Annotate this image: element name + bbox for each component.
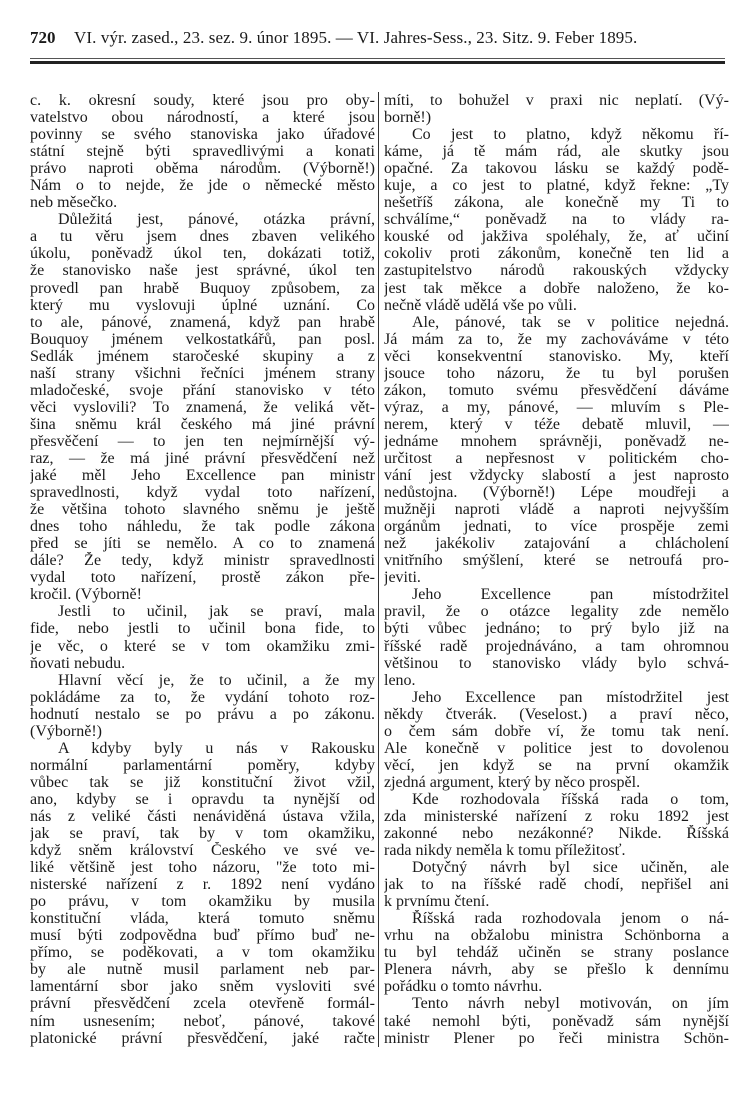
text-line: Tento návrh nebyl motivován, on jím	[412, 995, 729, 1013]
text-line: věci vyslovili? To znamená, že veliká vět-	[30, 398, 375, 416]
text-line: úkolu, poněvadž úkol ten, dokázati totiž,	[30, 245, 375, 263]
text-line: výraz, a my, pánové, — mluvím s Ple-	[384, 398, 729, 416]
left-column	[30, 92, 375, 1047]
text-line: Ale, pánové, tak se v politice nejedná.	[412, 313, 729, 331]
text-line: fide, nebo jestli to učinil bona fide, to	[30, 620, 375, 638]
text-line: A kdyby byly u nás v Rakousku	[58, 739, 375, 757]
text-line: Důležitá jest, pánové, otázka právní,	[58, 211, 375, 229]
paragraph	[30, 740, 375, 1047]
text-line: většinou to stanovisko vlády bylo schvá-	[384, 654, 729, 672]
page-number: 720	[30, 28, 56, 47]
text-line: dále? Že tedy, když ministr spravedlnosti	[30, 552, 375, 570]
text-line: Dotyčný návrh byl sice učiněn, ale	[412, 859, 729, 877]
text-line: mužněji naproti vládě a naproti nejvyšším	[384, 501, 729, 519]
header-rule-thin	[30, 58, 725, 59]
text-line: Co jest to platno, když někomu ří-	[412, 126, 729, 144]
text-line: musí býti zodpovědna buď přímo buď ne-	[30, 927, 375, 945]
text-line: leno.	[384, 671, 416, 689]
text-line: Říšská rada rozhodovala jenom o ná-	[412, 910, 729, 928]
text-line: říšské radě projednáváno, a tam ohromnou	[384, 637, 729, 655]
text-line: by ale nutně musil parlament neb par-	[30, 961, 375, 979]
text-line: kročil. (Výborně!	[30, 586, 142, 604]
text-line: určitost a nepřesnost v politickém cho-	[384, 449, 729, 467]
text-line: neb měsečko.	[30, 194, 118, 212]
paragraph	[384, 859, 729, 910]
text-line: cokoliv proti zákonům, konečně ten lid a	[384, 245, 729, 263]
text-line: ním usnesením; neboť, pánové, takové	[30, 1012, 375, 1030]
text-line: když sněm království Českého ve své ve-	[30, 842, 375, 860]
text-line: o čem sám dobře ví, že tomu tak není.	[384, 722, 729, 740]
text-line: raz, — že má jiné právní přesvědčení než	[30, 449, 375, 467]
text-line: zakonné nebo nezákonné? Nikde. Říšská	[384, 825, 729, 843]
paragraph	[384, 791, 729, 859]
text-line: šina sněmu král českého má jiné právní	[30, 415, 375, 433]
text-line: schválíme,“ poněvadž na to vlády ra-	[384, 211, 729, 229]
text-line: Nám o to nejde, že jde o německé město	[30, 177, 375, 195]
text-line: hodnutí nestalo se po právu a po zákonu.	[30, 705, 375, 723]
text-line: Kde rozhodovala říšská rada o tom,	[412, 790, 729, 808]
text-line: státní stejně býti spravedlivými a konati	[30, 143, 375, 161]
text-line: liké většině jest toho názoru, "že toto mi-	[30, 859, 375, 877]
text-line: normální parlamentární poměry, kdyby	[30, 756, 375, 774]
text-line: platonické právní přesvědčení, jaké račte	[30, 1029, 375, 1047]
text-line: nerem, který v téže debatě mluvil, —	[384, 415, 729, 433]
text-line: borně!)	[384, 109, 432, 127]
text-line: zjedná argument, který by něco prospěl.	[384, 773, 641, 791]
text-line: Hlavní věcí je, že to učinil, a že my	[58, 671, 375, 689]
text-line: Ale konečně v politice jest to dovolenou	[384, 739, 729, 757]
text-line: nedůstojna. (Výborně!) Lépe moudřeji a	[384, 484, 729, 502]
text-line: (Výborně!)	[30, 722, 102, 740]
text-line: Jestli to učinil, jak se praví, mala	[58, 603, 375, 621]
paragraph	[384, 126, 729, 314]
text-line: pořádku o tomto návrhu.	[384, 978, 543, 996]
text-line: vání jest vždycky slabostí a jest naprosto	[384, 467, 729, 485]
text-line: ministr Plener po řeči ministra Schön-	[384, 1029, 729, 1047]
text-line: přesvěčení — to jen ten nejmírnější vý-	[30, 432, 375, 450]
text-line: nečně vládě udělá vše po vůli.	[384, 296, 577, 314]
text-line: spravedlnosti, když vydal toto nařízení,	[30, 484, 375, 502]
text-line: jak to na říšské radě chodí, nepřišel ani	[384, 876, 729, 894]
text-line: naší strany všichni řečníci jménem strany	[30, 364, 375, 382]
text-line: pravil, že o otázce legality zde nemělo	[384, 603, 729, 621]
text-line: ano, kdyby se i opravdu ta nynější od	[30, 790, 375, 808]
text-line: rada nikdy neměla k tomu příležitosť.	[384, 842, 626, 860]
text-line: jednáme mnohem správněji, poněvadž ne-	[384, 432, 729, 450]
text-line: a tu věru jsem dnes zbaven velikého	[30, 228, 375, 246]
text-line: někdy čtverák. (Veselost.) a praví něco,	[384, 705, 729, 723]
text-line: konstituční vláda, která tomuto sněmu	[30, 910, 375, 928]
text-line: zastupitelstvo národů rakouských vždycky	[384, 262, 729, 280]
paragraph	[30, 92, 375, 211]
text-line: orgánům jednati, to více prospěje zemi	[384, 518, 729, 536]
text-line: býti vůbec jednáno; to prý bylo již na	[384, 620, 729, 638]
text-line: míti, to bohužel v praxi nic neplatí. (Vý-	[384, 92, 729, 109]
text-line: to ale, pánové, znamená, když pan hrabě	[30, 313, 375, 331]
paragraph	[384, 689, 729, 791]
text-line: tu byl tehdáž učiněn se strany poslance	[384, 944, 729, 962]
paragraph	[384, 314, 729, 587]
text-line: zákon, tomuto svému přesvědčení dáváme	[384, 381, 729, 399]
text-line: věci konsekventní stanovisko. My, kteří	[384, 347, 729, 365]
text-line: že většina tohoto slavného sněmu je ještě	[30, 501, 375, 519]
text-line: provedl pan hrabě Buquoy způsobem, za	[30, 279, 375, 297]
text-line: mladočeské, svoje přání stanovisko v této	[30, 381, 375, 399]
column-divider	[378, 92, 379, 1047]
text-line: lamentární sbor jako sněm vysloviti své	[30, 978, 375, 996]
text-line: jak se praví, tak by v tom okamžiku,	[30, 825, 375, 843]
text-line: k prvnímu čtení.	[384, 893, 490, 911]
paragraph	[30, 211, 375, 603]
text-line: nešetříš zákona, ale konečně my Ti to	[384, 194, 729, 212]
text-line: Plenera návrh, aby se přešlo k dennímu	[384, 961, 729, 979]
paragraph	[384, 910, 729, 995]
running-title: VI. výr. zased., 23. sez. 9. únor 1895. — VI. Jahres-Sess., 23. Sitz. 9. Feber 1895.	[74, 28, 638, 47]
text-line: že stanovisko naše jest správné, úkol ten	[30, 262, 375, 280]
text-line: před se jíti se nemělo. A co to znamená	[30, 535, 375, 553]
text-line: jest tak měkce a dobře naloženo, že ko-	[384, 279, 729, 297]
text-line: c. k. okresní soudy, které jsou pro oby-	[30, 92, 375, 109]
text-line: pokládáme za to, že vydání tohoto roz-	[30, 688, 375, 706]
text-line: také nemohl býti, poněvadž sám nynější	[384, 1012, 729, 1030]
paragraph	[384, 92, 729, 126]
text-line: Bouquoy jménem velkostatkářů, pan posl.	[30, 330, 375, 348]
text-line: vatelstvo obou národností, a které jsou	[30, 109, 375, 127]
text-line: je věc, o které se v tom okamžiku zmi-	[30, 637, 375, 655]
text-line: opačné. Za takovou lásku se každý podě-	[384, 160, 729, 178]
text-line: káme, já tě mám rád, ale skutky jsou	[384, 143, 729, 161]
text-line: ňovati nebudu.	[30, 654, 126, 672]
text-line: právo naproti oběma národům. (Výborně!)	[30, 160, 375, 178]
text-line: věcí, jen když se na první okamžik	[384, 756, 729, 774]
text-line: jeviti.	[384, 569, 421, 587]
text-line: vůbec tak se již konstituční život vžil,	[30, 773, 375, 791]
text-line: Sedlák jménem staročeské skupiny a z	[30, 347, 375, 365]
text-line: vnitřního smýšlení, které se netroufá pro-	[384, 552, 729, 570]
text-line: dnes toho náhledu, že tak podle zákona	[30, 518, 375, 536]
text-line: povinny se svého stanoviska jako úřadové	[30, 126, 375, 144]
text-line: nás z veliké části nenáviděná ústava vžila,	[30, 807, 375, 825]
text-line: jaké měl Jeho Excellence pan ministr	[30, 467, 375, 485]
text-line: vrhu na obžalobu ministra Schönborna a	[384, 927, 729, 945]
right-column	[384, 92, 729, 1047]
text-line: nisterské nařízení z r. 1892 není vydáno	[30, 876, 375, 894]
text-line: než jakékoliv zatajování a chlácholení	[384, 535, 729, 553]
paragraph	[30, 603, 375, 671]
text-line: který mu vyslovuji úplné uznání. Co	[30, 296, 375, 314]
text-line: Já mám za to, že my zachováváme v této	[384, 330, 729, 348]
paragraph	[30, 672, 375, 740]
paragraph	[384, 586, 729, 688]
text-line: kuje, a co jest to platné, když řekne: „Ty	[384, 177, 729, 195]
text-line: kouské od jakživa spoléhaly, že, ať učiní	[384, 228, 729, 246]
text-line: Jeho Excellence pan místodržitel	[412, 586, 729, 604]
text-line: jsouce toho názoru, že tu byl porušen	[384, 364, 729, 382]
text-line: Jeho Excellence pan místodržitel jest	[412, 688, 729, 706]
text-line: přímo, se poděkovati, a v tom okamžiku	[30, 944, 375, 962]
text-line: právní přesvědčení zcela otevřeně formál-	[30, 995, 375, 1013]
header-rule	[30, 61, 725, 64]
text-line: vydal toto nařízení, prostě zákon pře-	[30, 569, 375, 587]
text-line: zda ministerské nařízení z roku 1892 jest	[384, 807, 729, 825]
page-header	[30, 28, 725, 52]
paragraph	[384, 995, 729, 1046]
text-line: po právu, v tom okamžiku by musila	[30, 893, 375, 911]
